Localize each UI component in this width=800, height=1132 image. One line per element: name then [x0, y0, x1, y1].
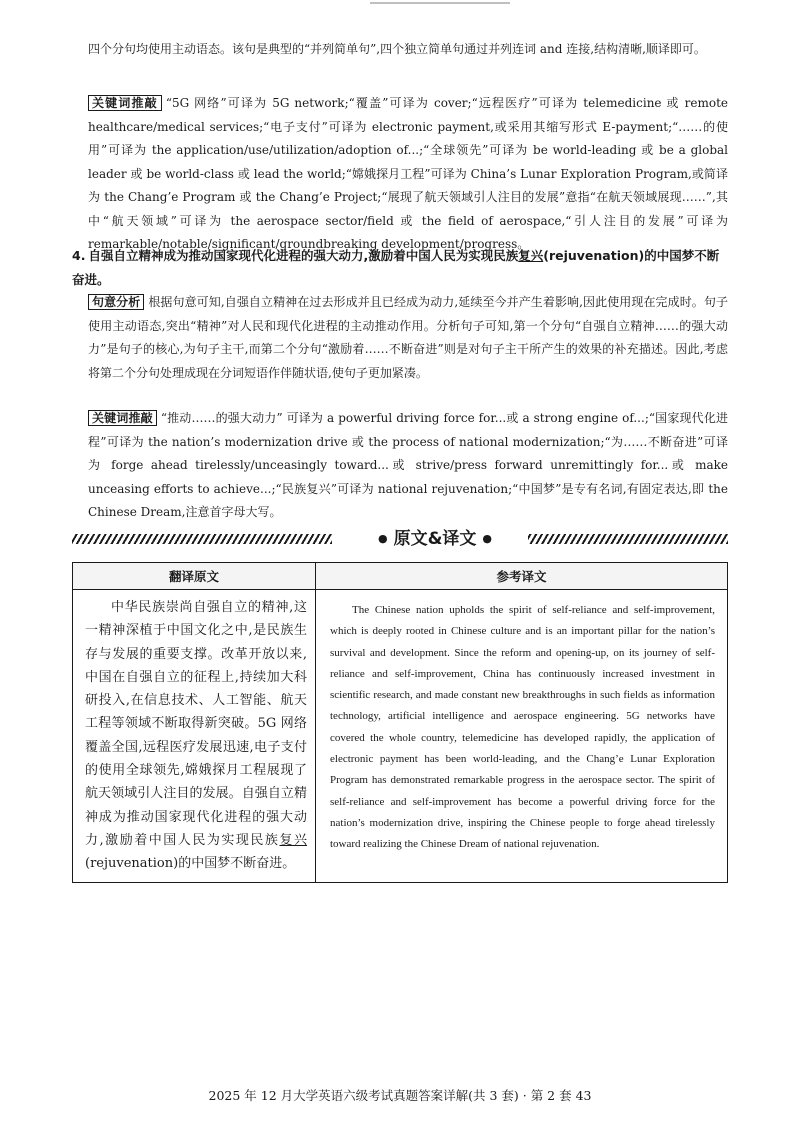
translation-table	[72, 562, 728, 883]
section-title	[342, 526, 528, 552]
question-4-underlined: 复兴	[518, 248, 544, 263]
keywords-text-q4: “推动……的强大动力” 可译为 a powerful driving force for...或 a strong engine of...;“国家现代化进程”可译为 the nation’s modernization drive 或 the process of national modernization;“为……不断奋进”可译为 forge ahead tirelessly/unceasingly toward...或 strive/press forward unremittingly for...或 make unceasing efforts to achieve...;“民族复兴”可译为 national rejuvenation;“中国梦”是专有名词,有固定表达,即 the Chinese Dream,注意首字母大写。	[88, 411, 728, 519]
question-4-text-after: (rejuvenation)的中国梦不断奋进。	[72, 248, 720, 287]
banner-stripes-left	[72, 534, 332, 544]
original-text-underlined: 复兴	[279, 832, 307, 848]
question-4-heading	[72, 244, 728, 291]
section-title-text: 原文&译文	[393, 529, 477, 549]
keywords-label-q3: 关键词推敲	[88, 95, 162, 111]
header-translation: 参考译文	[316, 563, 728, 590]
original-text-after: (rejuvenation)的中国梦不断奋进。	[85, 856, 296, 872]
analysis-text-q4: 根据句意可知,自强自立精神在过去形成并且已经成为动力,延续至今并产生着影响,因此使用现在完成时。句子使用主动语态,突出“精神”对人民和现代化进程的主动推动作用。分析句子可知,第一个分句“自强自立精神……的强大动力”是句子的核心,为句子主干,而第二个分句“激励着……不断奋进”则是对句子主干所产生的效果的补充描述。因此,考虑将第二个分句处理成现在分词短语作伴随状语,使句子更加紧凑。	[88, 295, 728, 380]
question-4-number: 4.	[72, 248, 86, 263]
question-4-text-before: 自强自立精神成为推动国家现代化进程的强大动力,激励着中国人民为实现民族	[88, 248, 519, 263]
continued-analysis-text: 四个分句均使用主动语态。该句是典型的“并列简单句”,四个独立简单句通过并列连词 and 连接,结构清晰,顺译即可。	[88, 42, 706, 56]
continued-analysis-paragraph	[88, 38, 728, 62]
banner-dot-left: ●	[378, 532, 388, 545]
banner-dot-right: ●	[482, 532, 492, 545]
keywords-label-q4: 关键词推敲	[88, 410, 157, 426]
header-original: 翻译原文	[73, 563, 316, 590]
keywords-text-q3: “5G 网络”可译为 5G network;“覆盖”可译为 cover;“远程医疗”可译为 telemedicine 或 remote healthcare/medical services;“电子支付”可译为 electronic payment,或采用其缩写形式 E-payment;“……的使用”可译为 the application/use/utilization/adoption of...;“全球领先”可译为 be world-leading 或 be a global leader 或 be world-class 或 lead the world;“嫦娥探月工程”可译为 China’s Lunar Exploration Program,或简译为 the Chang’e Program 或 the Chang’e Project;“展现了航天领域引人注目的发展”意指“在航天领域展现……”,其中“航天领域”可译为 the aerospace sector/field 或 the field of aerospace,“引人注目的发展”可译为 remarkable/notable/significant/groundbreaking development/progress。	[88, 96, 728, 251]
translation-text: The Chinese nation upholds the spirit of self-reliance and self-improvement, which is deeply rooted in Chinese culture and is an important pillar for the nation’s survival and development. Since the reform and opening-up, on its journey of self-reliance and self-improvement, China has continuously increased investment in scientific research, and made constant new breakthroughs in such fields as information technology, artificial intelligence and aerospace engineering. 5G networks have covered the whole country, telemedicine has developed rapidly, the application of electronic payment has been world-leading, and the Chang’e Lunar Exploration Program has demonstrated remarkable progress in the aerospace sector. The spirit of self-reliance and self-improvement has become a powerful driving force for the nation’s modernization drive, inspiring the Chinese people to forge ahead tirelessly toward realizing the Chinese Dream of national rejuvenation.	[330, 604, 715, 851]
analysis-paragraph-q4	[88, 291, 728, 385]
original-text-cell	[73, 590, 316, 883]
keywords-paragraph-q4	[88, 407, 728, 525]
original-text-before: 中华民族崇尚自强自立的精神,这一精神深植于中国文化之中,是民族生存与发展的重要支撑。改革开放以来,中国在自强自立的征程上,持续加大科研投入,在信息技术、人工智能、航天工程等领域不断取得新突破。5G 网络覆盖全国,远程医疗发展迅速,电子支付的使用全球领先,嫦娥探月工程展现了航天领域引人注目的发展。自强自立精神成为推动国家现代化进程的强大动力,激励着中国人民为实现民族	[85, 600, 307, 848]
analysis-label-q4: 句意分析	[88, 294, 144, 310]
keywords-paragraph-q3	[88, 92, 728, 257]
section-banner	[72, 526, 728, 552]
page-footer: 2025 年 12 月大学英语六级考试真题答案详解(共 3 套) · 第 2 套 43	[208, 1088, 592, 1103]
table-row	[73, 590, 728, 883]
table-header-row	[73, 563, 728, 590]
top-edge-rule	[370, 2, 510, 4]
banner-stripes-right	[528, 534, 728, 544]
translation-text-cell	[316, 590, 728, 883]
